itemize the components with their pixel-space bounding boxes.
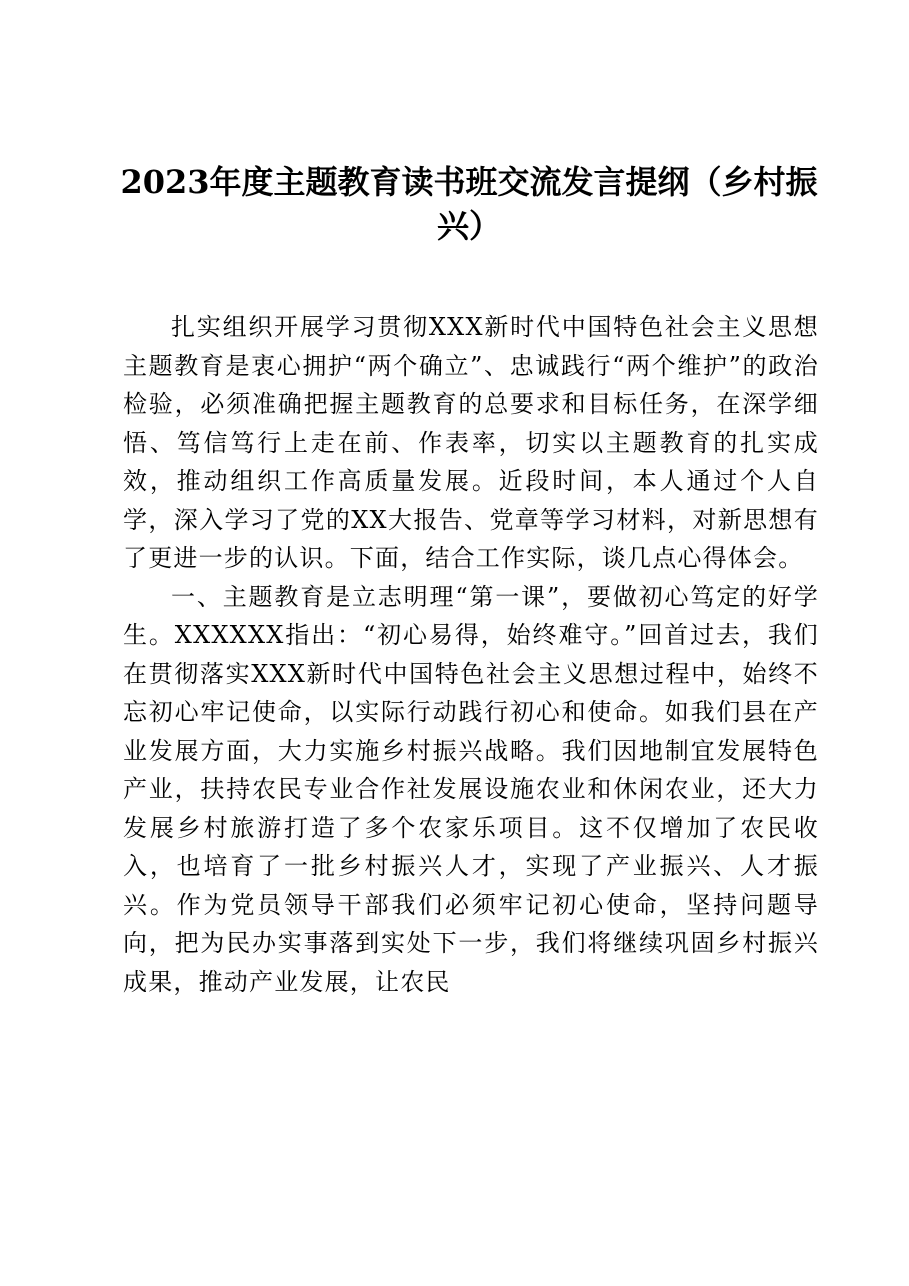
document-title: 2023年度主题教育读书班交流发言提纲（乡村振兴） bbox=[120, 163, 818, 245]
paragraph-intro: 扎实组织开展学习贯彻XXX新时代中国特色社会主义思想主题教育是衷心拥护“两个确立”、忠诚践行“两个维护”的政治检验，必须准确把握主题教育的总要求和目标任务，在深学细悟、笃信笃行上走在前、作表率，切实以主题教育的扎实成效，推动组织工作高质量发展。近段时间，本人通过个人自学，深入学习了党的XX大报告、党章等学习材料，对新思想有了更进一步的认识。下面，结合工作实际，谈几点心得体会。 bbox=[123, 313, 819, 572]
document-body bbox=[123, 308, 819, 1001]
paragraph-section-one: 一、主题教育是立志明理“第一课”，要做初心笃定的好学生。XXXXXX指出：“初心易得，始终难守。”回首过去，我们在贯彻落实XXX新时代中国特色社会主义思想过程中，始终不忘初心牢记使命，以实际行动践行初心和使命。如我们县在产业发展方面，大力实施乡村振兴战略。我们因地制宜发展特色产业，扶持农民专业合作社发展设施农业和休闲农业，还大力发展乡村旅游打造了多个农家乐项目。这不仅增加了农民收入，也培育了一批乡村振兴人才，实现了产业振兴、人才振兴。作为党员领导干部我们必须牢记初心使命，坚持问题导向，把为民办实事落到实处下一步，我们将继续巩固乡村振兴成果，推动产业发展，让农民 bbox=[123, 582, 819, 996]
